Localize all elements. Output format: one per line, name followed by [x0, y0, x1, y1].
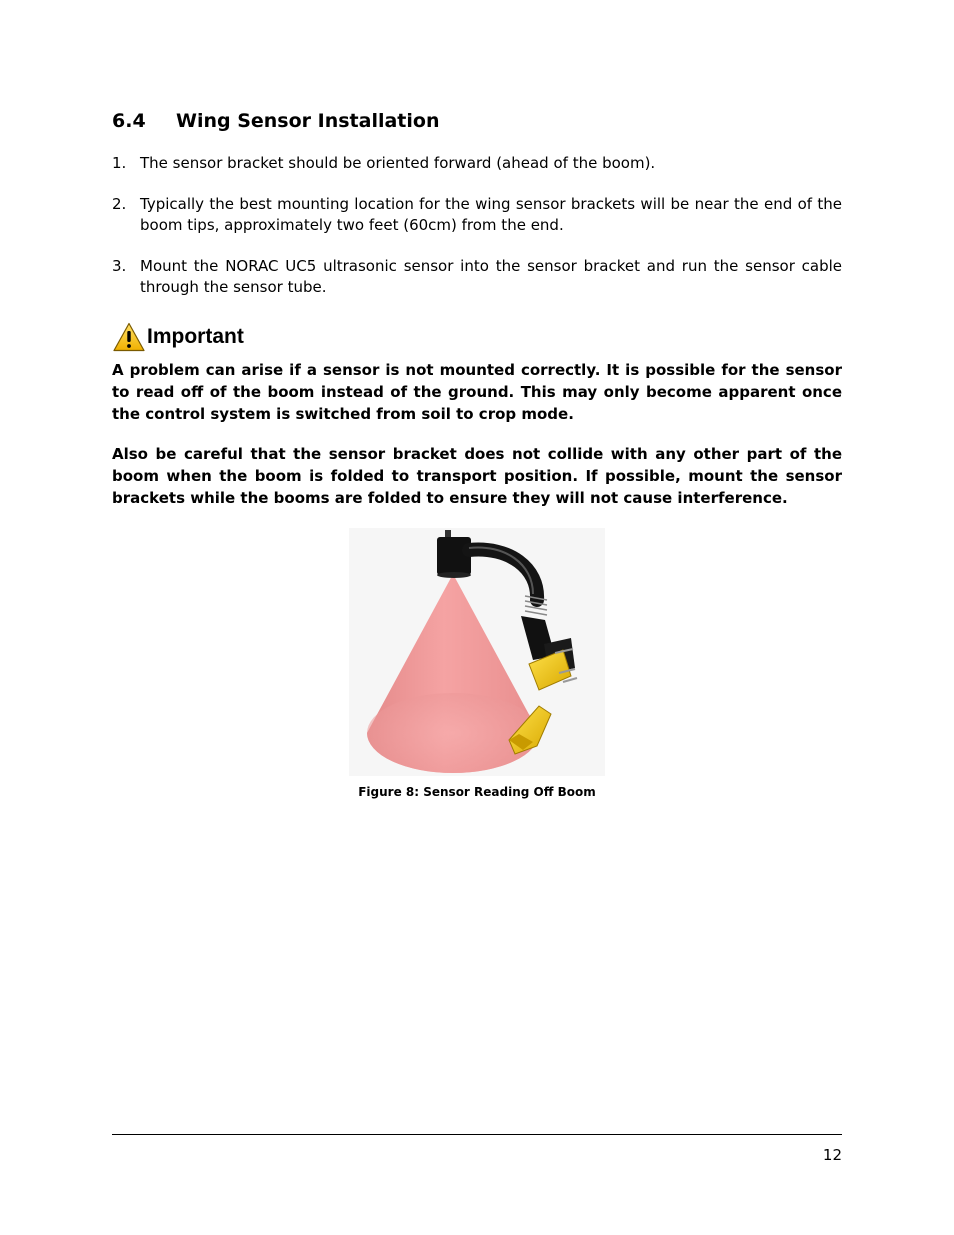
page-number: 12 — [822, 1146, 842, 1164]
figure-caption: Figure 8: Sensor Reading Off Boom — [358, 785, 596, 799]
list-item — [112, 153, 842, 174]
installation-steps — [112, 153, 842, 318]
step-text: The sensor bracket should be oriented forward (ahead of the boom). — [140, 154, 656, 172]
section-number: 6.4 — [112, 110, 146, 132]
important-callout-heading — [113, 322, 244, 352]
sensor-reading-off-boom-image — [349, 528, 605, 776]
list-item — [112, 194, 842, 236]
warning-paragraph: Also be careful that the sensor bracket does not collide with any other part of the boom when the boom is folded to transport position. If possible, mount the sensor brackets while the booms are folded to ensure they will not cause interference. — [112, 445, 842, 507]
section-heading — [112, 110, 440, 132]
section-title: Wing Sensor Installation — [176, 110, 440, 132]
step-number: 3. — [112, 257, 127, 275]
sensor-figure — [349, 528, 605, 776]
step-text: Typically the best mounting location for the wing sensor brackets will be near the end of the boom tips, approximately two feet (60cm) from the end. — [140, 195, 842, 234]
important-label: Important — [147, 325, 244, 348]
footer-divider — [112, 1134, 842, 1135]
step-number: 1. — [112, 154, 127, 172]
warning-triangle-icon — [113, 322, 145, 352]
step-number: 2. — [112, 195, 127, 213]
step-text: Mount the NORAC UC5 ultrasonic sensor into the sensor bracket and run the sensor cable through the sensor tube. — [140, 257, 842, 296]
list-item — [112, 256, 842, 298]
warning-paragraph: A problem can arise if a sensor is not mounted correctly. It is possible for the sensor to read off of the boom instead of the ground. This may only become apparent once the control system is switched from soil to crop mode. — [112, 361, 842, 423]
